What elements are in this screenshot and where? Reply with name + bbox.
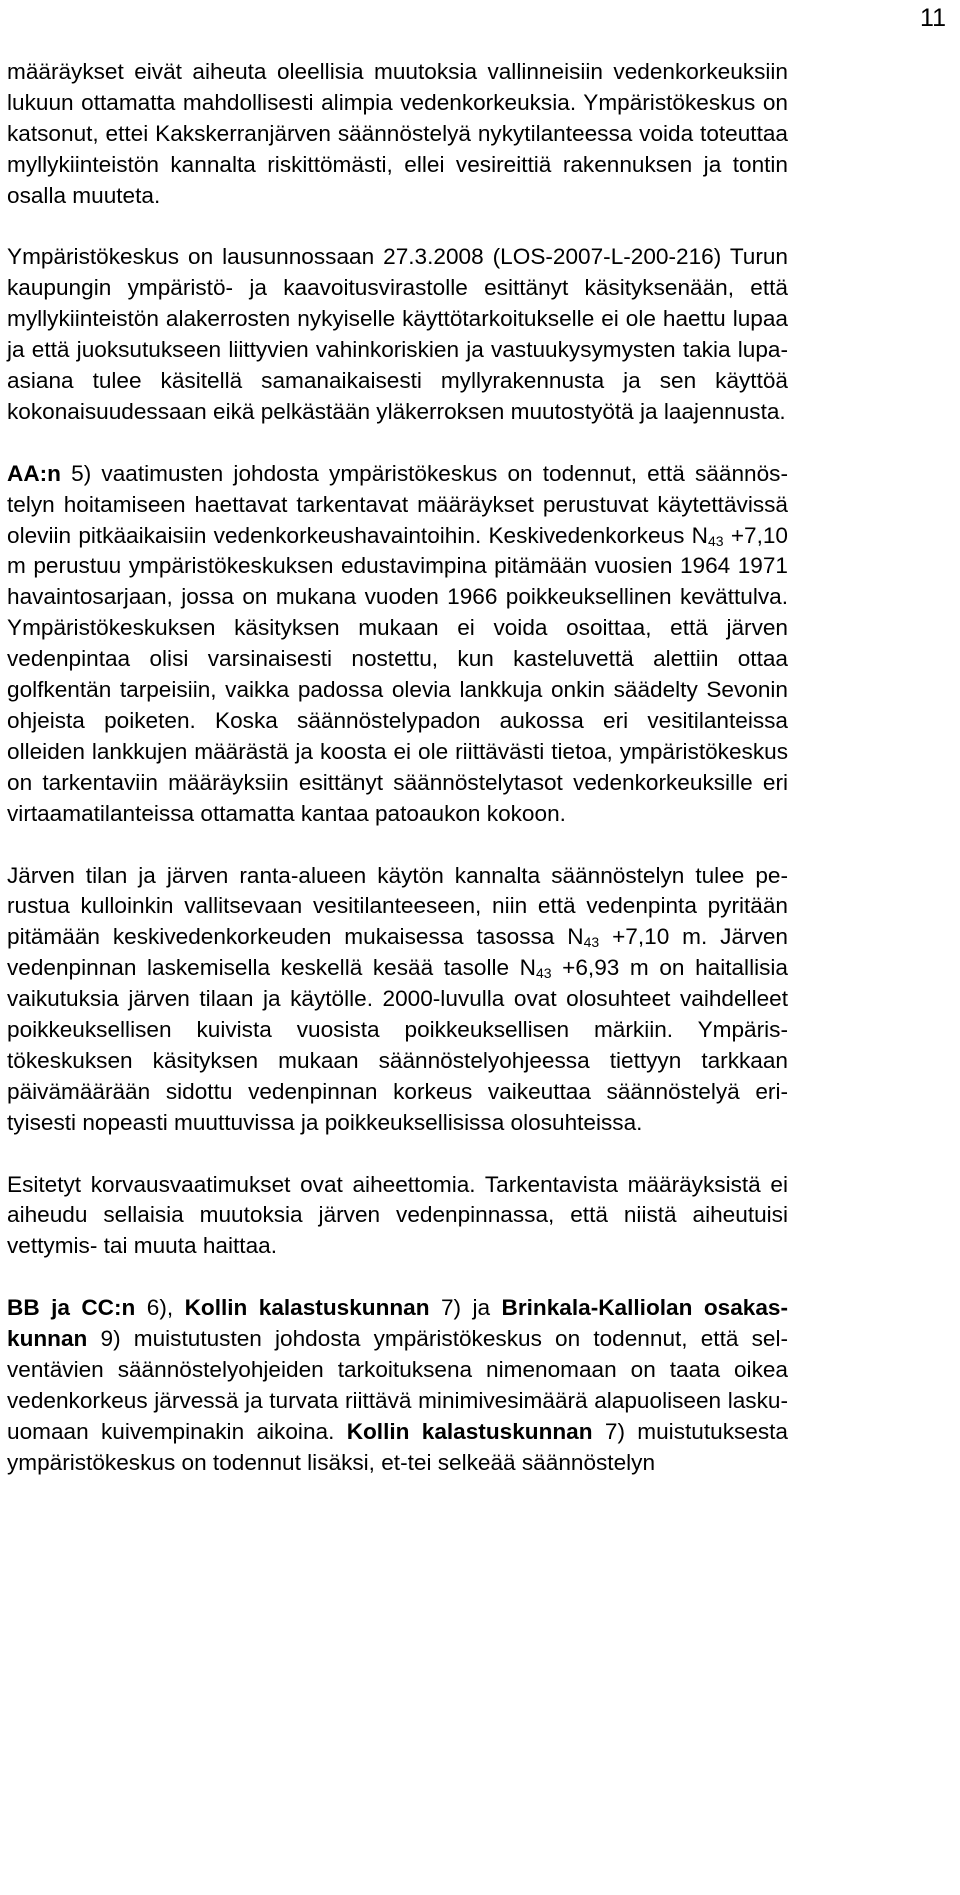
text-run: +6,93 m on haitallisia vaikutuksia järven tilaan ja käytölle. 2000-luvulla ovat olosuhteet vaihdelleet poikkeuksellisen kuivista vuosista poikkeuksellisen märkiin. Ympäristökeskuksen käsityksen mukaan säännöstelyohjeessa tiettyyn tarkkaan päivämäärään sidottu vedenpinnan korkeus vaikeuttaa säännöstelyä erityisesti nopeasti muuttuvissa ja poikkeuksellisissa olosuhteissa. [7,955,788,1135]
paragraph [7,242,788,427]
text-run: Järven tilan ja järven ranta-alueen käytön kannalta säännöstelyn tulee perustua kulloinkin vallitsevaan vesitilanteeseen, niin että vedenpinta pyritään pitämään keskivedenkorkeuden mukaisessa tasossa N [7,862,788,950]
subscript: 43 [535,965,552,982]
document-body [7,57,788,1479]
bold-party-name: AA:n [7,460,61,486]
bold-party-name: Brinkala-Kalliolan osakaskunnan [7,1295,788,1352]
text-run: Esitetyt korvausvaatimukset ovat aiheettomia. Tarkentavista määräyksistä ei aiheudu sellaisia muutoksia järven vedenpinnassa, että niistä aiheutuisi vettymis- tai muuta haittaa. [7,1171,788,1259]
bold-party-name: BB ja CC:n [7,1295,136,1321]
page-number: 11 [920,4,946,32]
text-run: +7,10 m. Järven vedenpinnan laskemisella keskellä kesää tasolle N [7,924,788,981]
text-run: +7,10 m perustuu ympäristökeskuksen edustavimpina pitämään vuosien 1964 1971 havaintosarjaan, jossa on mukana vuoden 1966 poikkeuksellinen kevättulva. Ympäristökeskuksen käsityksen mukaan ei voida osoittaa, että järven vedenpintaa olisi varsinaisesti nostettu, kun kasteluvettä alettiin ottaa golfkentän tarpeisiin, vaikka padossa olevia lankkuja onkin säädelty Sevonin ohjeista poiketen. Koska säännöstelypadon aukossa eri vesitilanteissa olleiden lankkujen määrästä ja koosta ei ole riittävästi tietoa, ympäristökeskus on tarkentaviin määräyksiin esittänyt säännöstelytasot vedenkorkeuksille eri virtaamatilanteissa ottamatta kantaa patoaukon kokoon. [7,522,788,826]
text-run: 6), [135,1295,185,1321]
paragraph [7,57,788,212]
text-run: 7) muistutuksesta ympäristökeskus on todennut lisäksi, et-tei selkeää säännöstelyn [7,1418,788,1475]
bold-party-name: Kollin kalastuskunnan [184,1295,430,1321]
text-run: 7) ja [429,1295,502,1321]
paragraph [7,1293,788,1478]
paragraph [7,861,788,1139]
paragraph [7,459,788,830]
text-run: 9) muistutusten johdosta ympäristökeskus on todennut, että selventävien säännöstelyohjeiden tarkoituksena nimenomaan on taata oikea vedenkorkeus järvessä ja turvata riittävä minimivesimäärä alapuoliseen lasku-uomaan kuivempinakin aikoina. [7,1326,788,1444]
text-run: 5) vaatimusten johdosta ympäristökeskus on todennut, että säännöstelyn hoitamiseen haettavat tarkentavat määräykset perustuvat käytettävissä oleviin pitkäaikaisiin vedenkorkeushavaintoihin. Keskivedenkorkeus N [7,460,788,548]
subscript: 43 [707,532,724,549]
subscript: 43 [583,934,600,951]
text-run: Ympäristökeskus on lausunnossaan 27.3.2008 (LOS-2007-L-200-216) Turun kaupungin ympäristö- ja kaavoitusvirastolle esittänyt käsityksenään, että myllykiinteistön alakerrosten nykyiselle käyttötarkoitukselle ei ole haettu lupaa ja että juoksutukseen liittyvien vahinkoriskien ja vastuukysymysten takia lupa-asiana tulee käsitellä samanaikaisesti myllyrakennusta ja sen käyttöä kokonaisuudessaan eikä pelkästään yläkerroksen muutostyötä ja laajennusta. [7,244,788,424]
paragraph [7,1170,788,1263]
bold-party-name: Kollin kalastuskunnan [346,1418,593,1444]
text-run: määräykset eivät aiheuta oleellisia muutoksia vallinneisiin vedenkorkeuksiin lukuun ottamatta mahdollisesti alimpia vedenkorkeuksia. Ympäristökeskus on katsonut, ettei Kakskerranjärven säännöstelyä nykytilanteessa voida toteuttaa myllykiinteistön kannalta riskittömästi, ellei vesireittiä rakennuksen ja tontin osalla muuteta. [7,59,788,208]
